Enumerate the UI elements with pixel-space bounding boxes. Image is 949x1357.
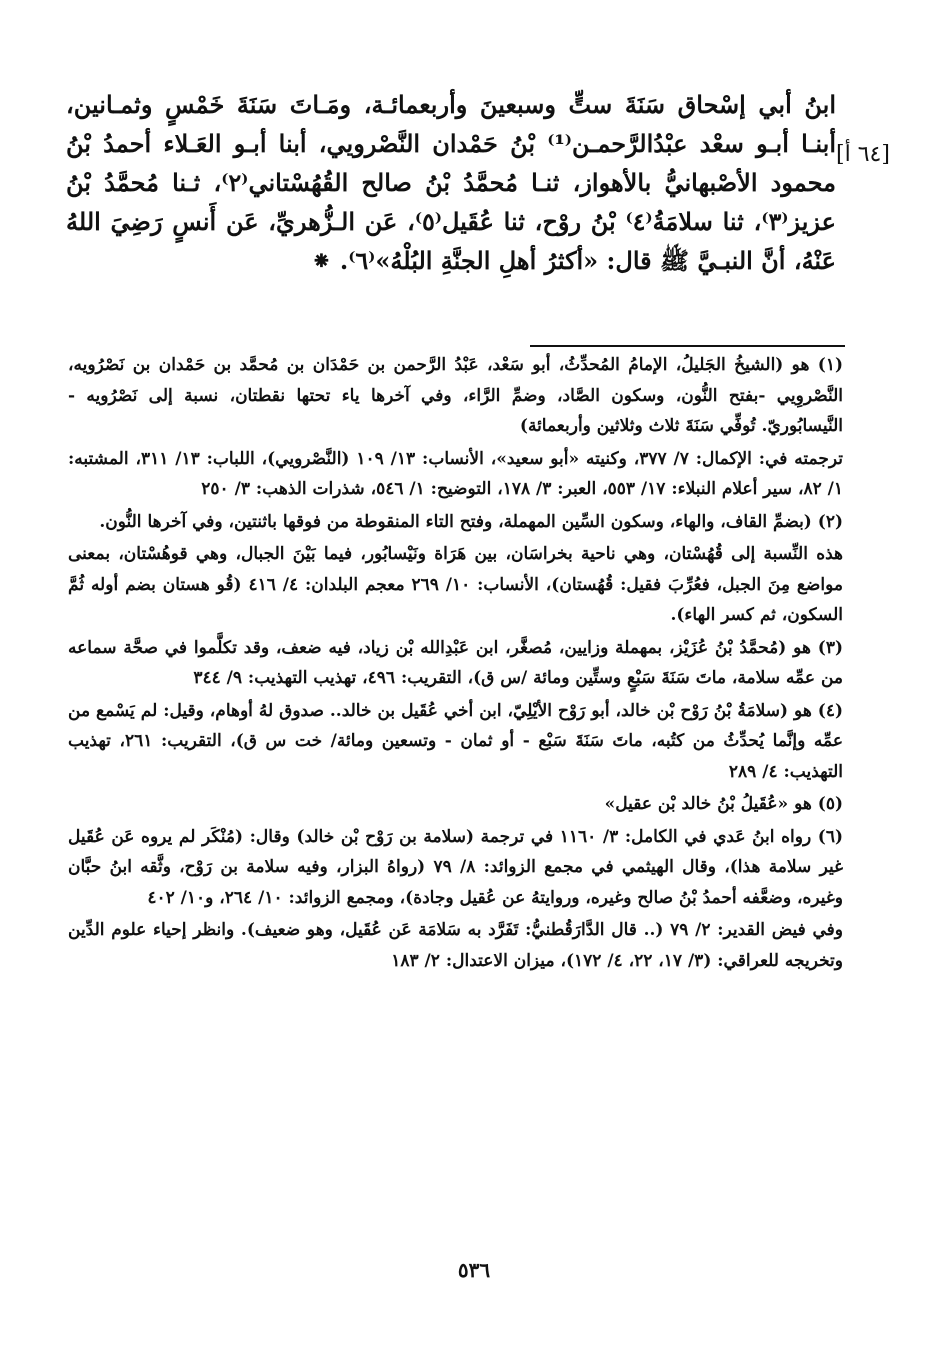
page-number: ٥٣٦ <box>457 1258 491 1282</box>
footnote-2-continuation: هذه النِّسبة إلى قُهُسْتان، وهي ناحية بخراسَان، بين هَرَاة ونَيْسابُور، فيما بَيْنَ الجبال، وهي قوهُسْتان، بمعنى مواضع مِنَ الجبل، فعُرِّبَ فقيل: قُهُستان)، الأنساب: ١٠/ ٢٦٩ معجم البلدان: ٤/ ٤١٦ (قُو هستان بضم أوله ثُمَّ السكون، ثم كسر الهاء). <box>68 544 843 625</box>
footnote-2: (٢) (بضمِّ القاف، والهاء، وسكون السِّين المهملة، وفتح التاء المنقوطة من فوقها باثنتين، وفي آخرها النُّون. <box>99 511 843 532</box>
footnote-6-continuation: وفي فيض القدير: ٢/ ٧٩ (.. قال الدَّارَقُطنيُّ: تَفَرَّد به سَلامَة عَن عُقَيل، وهو ضعيف). وانظر إحياء علوم الدِّين وتخريجه للعراقي: (٣/ ١٧، ٢٢، ٤/ ١٧٢)، ميزان الاعتدال: ٢/ ١٨٣ <box>68 920 843 971</box>
main-text-block <box>66 85 836 280</box>
main-paragraph: ابنُ أبي إسْحاق سَنَةَ ستٍّ وسبعينَ وأربعمائـة، ومَـاتَ سَنَةَ خَمْسٍ وثمـانين، أبنـا أبـو سعْد عبْدُالرَّحمـن⁽¹⁾ بْنُ حَمْدان النَّصْرويي، أبنا أبـو العَـلاء أحمدُ بْنُ محمود الأصْبهانيُّ بالأهواز، ثنـا مُحمَّدُ بْنُ صالح القُهُسْتاني⁽٢⁾، ثـنا مُحمَّدُ بْنُ عزيز⁽٣⁾، ثنا سلامَةُ⁽٤⁾ بْنُ روْح، ثنا عُقَيل⁽٥⁾، عَن الـزُّهريِّ، عَن أَنسٍ رَضِيَ اللهُ عَنْهُ، أنَّ النبـيَّ ﷺ قال: «أكثرُ أهلِ الجنَّةِ البُلْهُ»⁽٦⁾. ⁕ <box>66 90 836 275</box>
footnote-1: (١) هو (الشيخُ الجَليلُ، الإمامُ المُحدِّثُ، أبو سَعْد، عَبْدُ الرَّحمن بن حَمْدَان بن مُحمَّد بن حَمْدان بن نَصْرُويه، النَّصْروِيي -بفتح النُّون، وسكون الصَّاد، وضمِّ الرَّاء، وفي آخرها ياء تحتها نقطتان، نسبة إلى نَصْرُويه - النَّيسابُوريّ. تُوفِّي سَنَةَ ثلاث وثلاثين وأربعمائة) <box>68 355 843 436</box>
footnote-4: (٤) هو (سلامَةُ بْنُ رَوْح بْن خالد، أبو رَوْح الأيْلِيّ، ابن أخي عُقَيل بن خالد.. صدوق لهُ أوهام، وقيل: لم يَسْمع من عمِّه وإنَّما يُحدِّثُ من كتُبه، ماتَ سَنَةَ سَبْع - أو ثمان - وتسعين ومائة/ خت س ق)، التقريب: ٢٦١، تهذيب التهذيب: ٤/ ٢٨٩ <box>68 700 843 782</box>
manuscript-folio-reference: [٦٤ أ] <box>836 142 890 167</box>
footnote-6: (٦) رواه ابنُ عَدي في الكامل: ٣/ ١١٦٠ في ترجمة (سلامة بن رَوْح بْن خالد) وقال: (مُنْكَر لم يروه عَن عُقَيل غير سلامة هذا)، وقال الهيثمي في مجمع الزوائد: ٨/ ٧٩ (رواهُ البزار، وفيه سلامة بن رَوْح، وثَّقه ابنُ حبَّان وغيره، وضعَّفه أحمدُ بْنُ صالح وغيره، وروايتهُ عن عُقيل وجادة)، ومجمع الزوائد: ١٠/ ٢٦٤، و١٠/ ٤٠٢ <box>68 826 843 908</box>
footnote-3: (٣) هو (مُحمَّدُ بْنُ عُزَيْز، بمهملة وزايين، مُصغَّر، ابن عَبْدِالله بْن زياد، فيه ضعف، وقد تكلَّموا في صحَّة سماعه من عمِّه سلامة، ماتَ سَنَةَ سَبْعٍ وستِّين ومائة /س ق)، التقريب: ٤٩٦، تهذيب التهذيب: ٩/ ٣٤٤ <box>68 637 843 688</box>
footnotes-block <box>68 350 843 978</box>
footnote-5: (٥) هو «عُقَيلُ بْنُ خالد بْن عقيل» <box>604 794 843 814</box>
footnote-1-references: ترجمته في: الإكمال: ٧/ ٣٧٧، وكنيته «أبو سعيد»، الأنساب: ١٣/ ١٠٩ (النَّصْرويي)، اللباب: ١٣/ ٣١١، المشتبه: ١/ ٨٢، سير أعلام النبلاء: ١٧/ ٥٥٣، العبر: ٣/ ١٧٨، التوضيح: ١/ ٥٤٦، شذرات الذهب: ٣/ ٢٥٠ <box>68 448 843 499</box>
footnote-separator-rule <box>530 345 845 347</box>
